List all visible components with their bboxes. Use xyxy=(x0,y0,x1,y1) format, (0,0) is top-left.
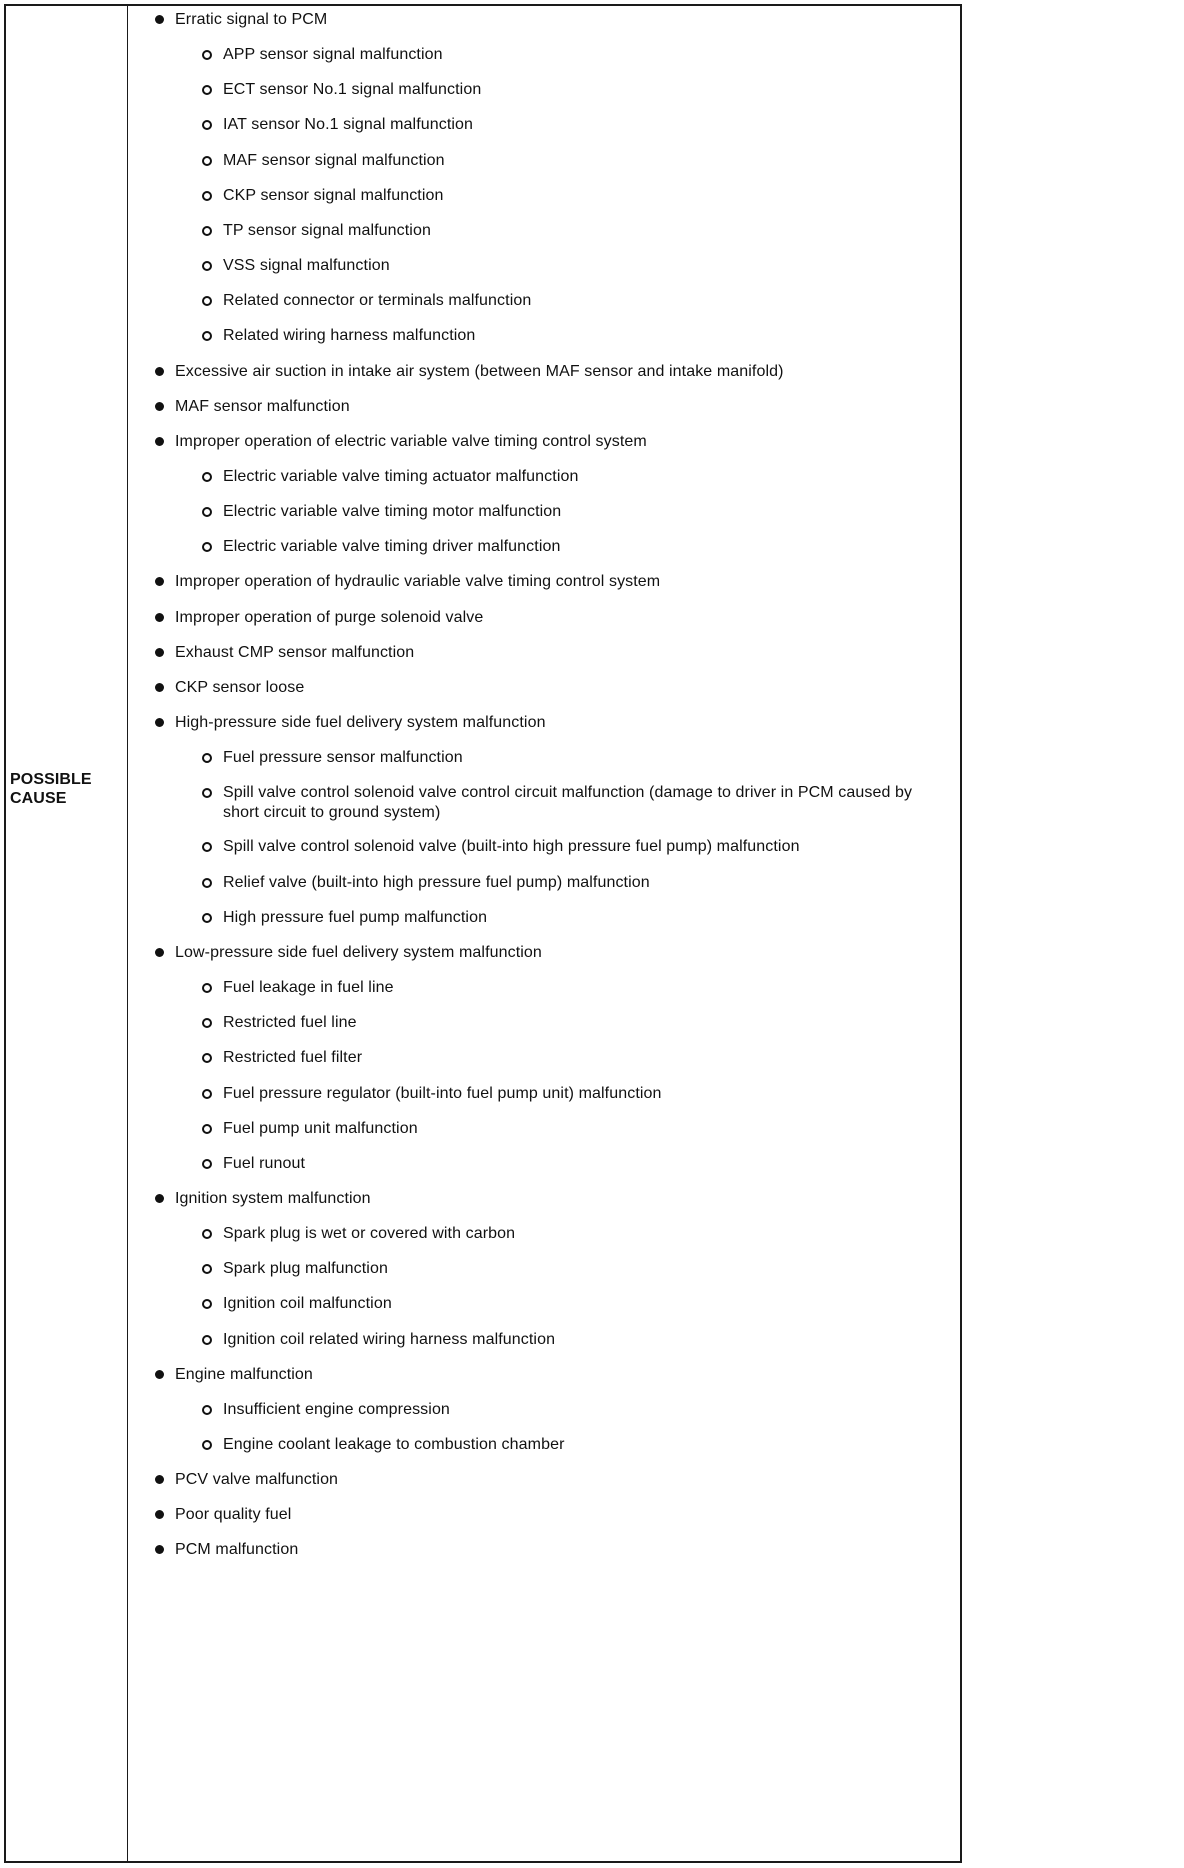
cause-item xyxy=(175,432,647,452)
cause-item xyxy=(175,678,304,698)
cause-subitem xyxy=(223,1224,923,1244)
hollow-bullet-icon xyxy=(202,1299,212,1309)
cause-subitem xyxy=(223,115,923,135)
cause-item xyxy=(175,643,414,663)
cause-subitem xyxy=(223,1048,923,1068)
hollow-bullet-icon xyxy=(202,1229,212,1239)
cause-subitem xyxy=(223,1400,923,1420)
cause-text: Erratic signal to PCM xyxy=(175,11,328,28)
cause-text: IAT sensor No.1 signal malfunction xyxy=(223,116,474,134)
cause-text: PCM malfunction xyxy=(175,1541,299,1559)
filled-bullet-icon xyxy=(155,367,164,376)
hollow-bullet-icon xyxy=(202,913,212,923)
cause-text: CKP sensor loose xyxy=(175,678,305,696)
cause-text: Insufficient engine compression xyxy=(223,1400,450,1418)
cause-text: Poor quality fuel xyxy=(175,1506,292,1524)
hollow-bullet-icon xyxy=(202,878,212,888)
cause-text: Exhaust CMP sensor malfunction xyxy=(175,643,415,661)
cause-text: Restricted fuel filter xyxy=(223,1049,363,1067)
filled-bullet-icon xyxy=(155,683,164,692)
hollow-bullet-icon xyxy=(202,226,212,236)
cause-text: Electric variable valve timing driver malfunction xyxy=(223,538,561,556)
cause-subitem xyxy=(223,978,923,998)
hollow-bullet-icon xyxy=(202,753,212,763)
cause-item xyxy=(175,572,660,592)
cause-text: Fuel pressure regulator (built-into fuel pump unit) malfunction xyxy=(223,1084,662,1102)
possible-cause-table xyxy=(4,4,962,1863)
cause-item xyxy=(175,362,784,382)
cause-text: TP sensor signal malfunction xyxy=(223,221,431,239)
cause-subitem xyxy=(223,1330,923,1350)
hollow-bullet-icon xyxy=(202,1440,212,1450)
filled-bullet-icon xyxy=(155,1370,164,1379)
hollow-bullet-icon xyxy=(202,1018,212,1028)
hollow-bullet-icon xyxy=(202,1405,212,1415)
cause-item xyxy=(175,608,483,628)
filled-bullet-icon xyxy=(155,1545,164,1554)
cause-subitem xyxy=(223,291,923,311)
cause-text: Related connector or terminals malfunction xyxy=(223,292,532,310)
cause-text: High pressure fuel pump malfunction xyxy=(223,908,488,926)
cause-subitem xyxy=(223,1259,923,1279)
cause-subitem xyxy=(223,1013,923,1033)
cause-subitem xyxy=(223,1154,923,1174)
cause-text: Fuel runout xyxy=(223,1154,306,1172)
cause-text: Fuel leakage in fuel line xyxy=(223,979,394,997)
cause-item xyxy=(175,10,327,30)
hollow-bullet-icon xyxy=(202,191,212,201)
cause-subitem xyxy=(223,467,923,487)
cause-text: Improper operation of electric variable valve timing control system xyxy=(175,432,647,450)
hollow-bullet-icon xyxy=(202,156,212,166)
cause-text: PCV valve malfunction xyxy=(175,1471,339,1489)
cause-text: Engine malfunction xyxy=(175,1365,313,1383)
filled-bullet-icon xyxy=(155,613,164,622)
filled-bullet-icon xyxy=(155,1510,164,1519)
cause-subitem xyxy=(223,783,923,822)
cause-text: Electric variable valve timing actuator malfunction xyxy=(223,467,579,485)
cause-item xyxy=(175,1470,338,1490)
cause-item xyxy=(175,1540,298,1560)
cause-subitem xyxy=(223,908,923,928)
cause-subitem xyxy=(223,502,923,522)
cause-subitem xyxy=(223,537,923,557)
hollow-bullet-icon xyxy=(202,1264,212,1274)
cause-text: Improper operation of hydraulic variable valve timing control system xyxy=(175,573,661,591)
cause-text: Ignition coil malfunction xyxy=(223,1295,392,1313)
column-divider xyxy=(127,6,128,1861)
cause-text: Related wiring harness malfunction xyxy=(223,327,476,345)
hollow-bullet-icon xyxy=(202,85,212,95)
hollow-bullet-icon xyxy=(202,296,212,306)
cause-item xyxy=(175,397,350,417)
cause-text: Excessive air suction in intake air system (between MAF sensor and intake manifold) xyxy=(175,362,784,380)
cause-subitem xyxy=(223,1119,923,1139)
hollow-bullet-icon xyxy=(202,983,212,993)
cause-subitem xyxy=(223,151,923,171)
filled-bullet-icon xyxy=(155,648,164,657)
hollow-bullet-icon xyxy=(202,1335,212,1345)
row-label: POSSIBLE CAUSE xyxy=(10,771,92,807)
hollow-bullet-icon xyxy=(202,1089,212,1099)
cause-item xyxy=(175,1189,371,1209)
filled-bullet-icon xyxy=(155,437,164,446)
cause-item xyxy=(175,1365,313,1385)
cause-text: Spark plug is wet or covered with carbon xyxy=(223,1225,516,1243)
cause-subitem xyxy=(223,45,923,65)
cause-subitem xyxy=(223,1294,923,1314)
filled-bullet-icon xyxy=(155,402,164,411)
hollow-bullet-icon xyxy=(202,50,212,60)
filled-bullet-icon xyxy=(155,718,164,727)
cause-text: Spill valve control solenoid valve (built-into high pressure fuel pump) malfunction xyxy=(223,838,800,856)
hollow-bullet-icon xyxy=(202,1124,212,1134)
cause-text: Spark plug malfunction xyxy=(223,1260,388,1278)
hollow-bullet-icon xyxy=(202,331,212,341)
cause-subitem xyxy=(223,186,923,206)
cause-subitem xyxy=(223,256,923,276)
filled-bullet-icon xyxy=(155,15,164,24)
hollow-bullet-icon xyxy=(202,1053,212,1063)
cause-item xyxy=(175,1505,291,1525)
cause-subitem xyxy=(223,326,923,346)
filled-bullet-icon xyxy=(155,948,164,957)
cause-text: Electric variable valve timing motor malfunction xyxy=(223,503,562,521)
hollow-bullet-icon xyxy=(202,507,212,517)
hollow-bullet-icon xyxy=(202,542,212,552)
cause-text: Fuel pressure sensor malfunction xyxy=(223,749,463,767)
cause-text: APP sensor signal malfunction xyxy=(223,46,443,64)
cause-subitem xyxy=(223,80,923,100)
cause-text: CKP sensor signal malfunction xyxy=(223,186,444,204)
hollow-bullet-icon xyxy=(202,472,212,482)
cause-subitem xyxy=(223,873,923,893)
cause-text: Fuel pump unit malfunction xyxy=(223,1119,418,1137)
cause-text: Restricted fuel line xyxy=(223,1014,357,1032)
cause-item xyxy=(175,713,546,733)
cause-subitem xyxy=(223,837,923,857)
cause-text: Ignition coil related wiring harness malfunction xyxy=(223,1330,556,1348)
cause-text: MAF sensor signal malfunction xyxy=(223,151,445,169)
hollow-bullet-icon xyxy=(202,120,212,130)
cause-text: Improper operation of purge solenoid valve xyxy=(175,608,484,626)
cause-text: Ignition system malfunction xyxy=(175,1189,371,1207)
cause-text: VSS signal malfunction xyxy=(223,257,390,275)
hollow-bullet-icon xyxy=(202,1159,212,1169)
hollow-bullet-icon xyxy=(202,788,212,798)
cause-subitem xyxy=(223,221,923,241)
hollow-bullet-icon xyxy=(202,842,212,852)
cause-text: ECT sensor No.1 signal malfunction xyxy=(223,81,482,99)
cause-text: MAF sensor malfunction xyxy=(175,397,350,415)
hollow-bullet-icon xyxy=(202,261,212,271)
filled-bullet-icon xyxy=(155,1475,164,1484)
cause-text: Engine coolant leakage to combustion chamber xyxy=(223,1436,565,1453)
cause-text: Spill valve control solenoid valve control circuit malfunction (damage to driver in PCM caused by short circuit to ground system) xyxy=(223,784,913,821)
cause-text: High-pressure side fuel delivery system malfunction xyxy=(175,714,546,731)
cause-subitem xyxy=(223,748,923,768)
filled-bullet-icon xyxy=(155,577,164,586)
cause-subitem xyxy=(223,1435,923,1455)
cause-text: Relief valve (built-into high pressure fuel pump) malfunction xyxy=(223,873,650,891)
cause-subitem xyxy=(223,1084,923,1104)
cause-item xyxy=(175,943,542,963)
cause-text: Low-pressure side fuel delivery system malfunction xyxy=(175,943,542,961)
filled-bullet-icon xyxy=(155,1194,164,1203)
